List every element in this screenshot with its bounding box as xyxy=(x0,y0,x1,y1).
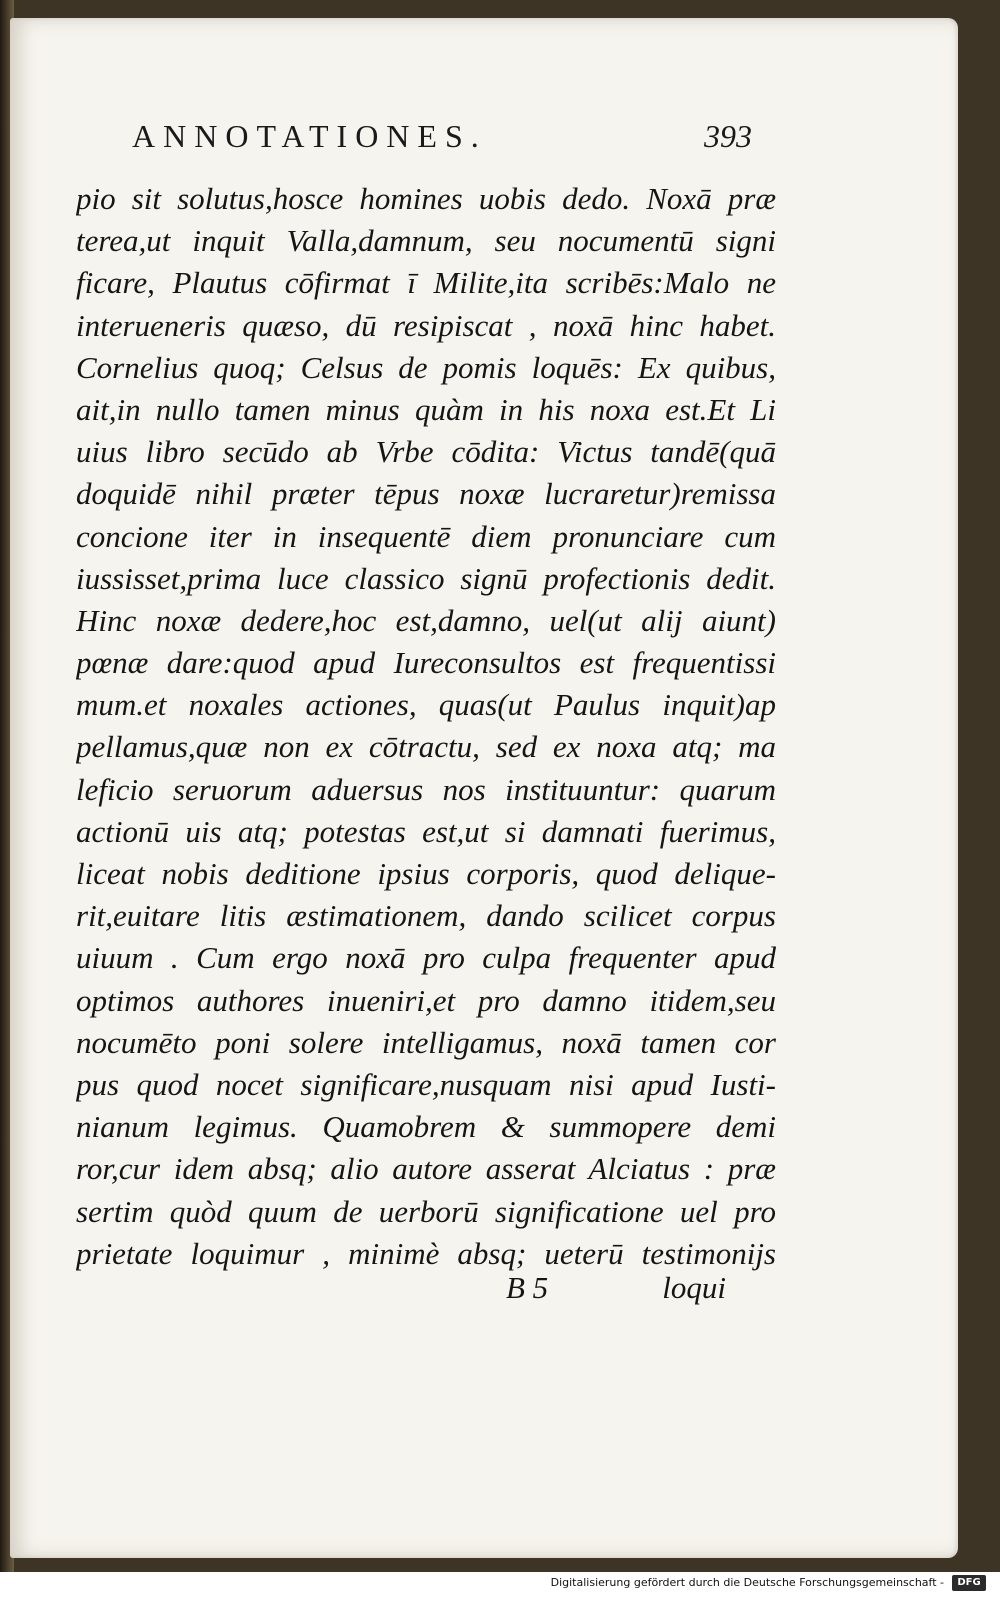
dfg-credit-text: Digitalisierung gefördert durch die Deutsche Forschungsgemeinschaft - xyxy=(550,1576,944,1589)
page-footer-marks xyxy=(76,1270,776,1310)
text-line: Hinc noxæ dedere,hoc est,damno, uel(ut alij aiunt) xyxy=(76,602,776,638)
text-line: pœnæ dare:quod apud Iureconsultos est frequentissi xyxy=(76,645,776,681)
text-line: pellamus,quæ non ex cōtractu, sed ex noxa atq; ma xyxy=(76,729,776,765)
text-line: leficio seruorum aduersus nos instituuntur: quarum xyxy=(76,771,776,807)
text-line: prietate loquimur , minimè absq; ueterū testimonijs xyxy=(76,1235,776,1271)
text-line: uiuum . Cum ergo noxā pro culpa frequenter apud xyxy=(76,940,776,976)
book-page xyxy=(10,18,958,1558)
text-line: nocumēto poni solere intelligamus, noxā tamen cor xyxy=(76,1024,776,1060)
text-line: optimos authores inueniri,et pro damno itidem,seu xyxy=(76,982,776,1018)
text-line: concione iter in insequentē diem pronunciare cum xyxy=(76,518,776,554)
text-line: ror,cur idem absq; alio autore asserat Alciatus : præ xyxy=(76,1151,776,1187)
page-number: 393 xyxy=(704,118,752,154)
text-line: mum.et noxales actiones, quas(ut Paulus inquit)ap xyxy=(76,687,776,723)
text-line: uius libro secūdo ab Vrbe cōdita: Victus tandē(quā xyxy=(76,434,776,470)
text-line: nianum legimus. Quamobrem & summopere demi xyxy=(76,1109,776,1145)
text-line: pus quod nocet significare,nusquam nisi apud Iusti- xyxy=(76,1066,776,1102)
text-line: Cornelius quoq; Celsus de pomis loquēs: Ex quibus, xyxy=(76,349,776,385)
body-text xyxy=(76,178,776,1275)
digitization-footer xyxy=(0,1572,1000,1599)
running-head: ANNOTATIONES. xyxy=(132,118,487,154)
text-line: doquidē nihil præter tēpus noxæ lucraretur)remissa xyxy=(76,476,776,512)
catchword: loqui xyxy=(662,1270,726,1305)
text-line: sertim quòd quum de uerborū significatione uel pro xyxy=(76,1193,776,1229)
page-header xyxy=(132,118,752,178)
text-line: pio sit solutus,hosce homines uobis dedo. Noxā præ xyxy=(76,181,776,216)
text-line: ait,in nullo tamen minus quàm in his noxa est.Et Li xyxy=(76,391,776,427)
text-line: liceat nobis deditione ipsius corporis, quod delique- xyxy=(76,856,776,891)
text-line: rit,euitare litis æstimationem, dando scilicet corpus xyxy=(76,898,776,934)
text-line: interueneris quæso, dū resipiscat , noxā hinc habet. xyxy=(76,307,776,343)
text-line: iussisset,prima luce classico signū profectionis dedit. xyxy=(76,560,776,596)
signature-mark: B 5 xyxy=(506,1270,549,1305)
text-line: ficare, Plautus cōfirmat ī Milite,ita scribēs:Malo ne xyxy=(76,265,776,301)
text-line: terea,ut inquit Valla,damnum, seu nocumentū signi xyxy=(76,223,776,259)
dfg-logo: DFG xyxy=(952,1575,986,1591)
text-line: actionū uis atq; potestas est,ut si damnati fuerimus, xyxy=(76,813,776,849)
